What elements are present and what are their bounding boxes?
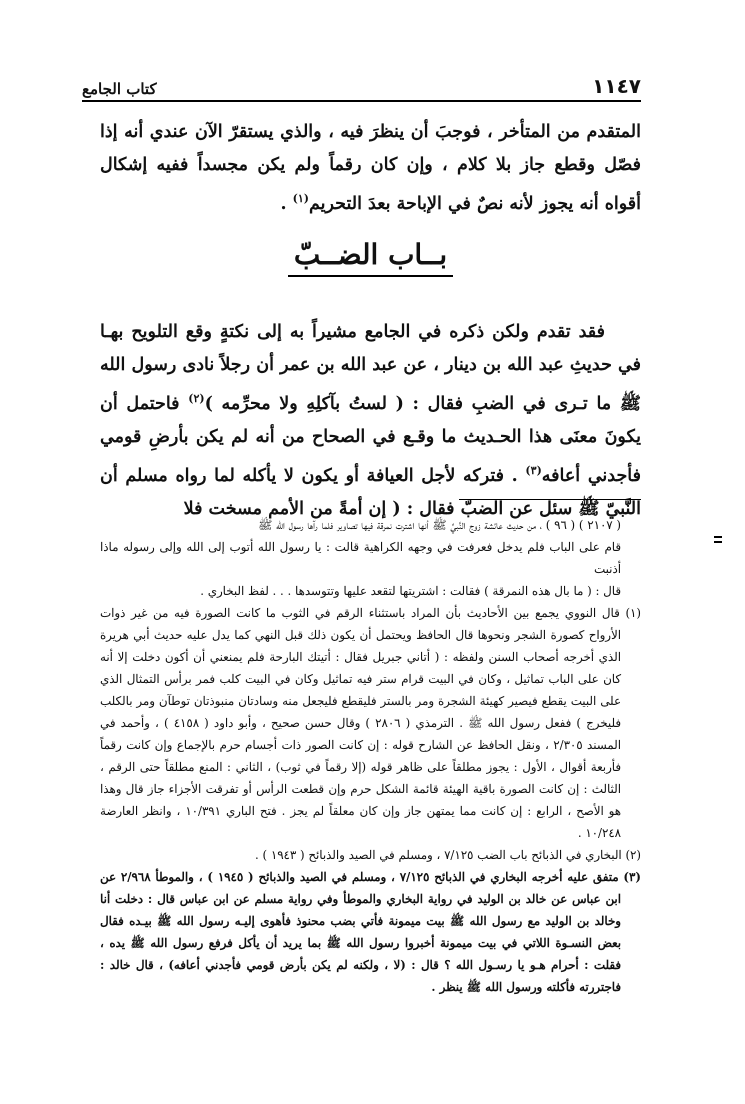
chapter-heading (100, 238, 641, 271)
paragraph-2-text-c: . فتركه لأجل العيافة أو يكون لا يأكله لما رواه مسلم أن النَّبيّ ﷺ سئل عن الضبّ فقال : ( إن أمةً من الأمم مسخت فلا (100, 465, 641, 519)
page-header (82, 72, 641, 98)
page-number: ١١٤٧ (592, 74, 641, 98)
footnote-3: (٣) متفق عليه أخرجه البخاري في الذبائح ٧/١٢٥ ، ومسلم في الصيد والذبائح ( ١٩٤٥ ) ، والموطأ ٢/٩٦٨ عن ابن عباس عن خالد بن الوليد في رواية البخاري والموطأ وفي رواية مسلم عن ابن عباس قال : دخلت أنا وخالد بن الوليد مع رسول الله ﷺ بيت ميمونة فأتي بضب محنوذ فأهوى إليـه رسول الله ﷺ بيـده فقال بعض النسـوة اللاتي في بيت ميمونة أخبروا رسول الله ﷺ بما يريد أن يأكل فرفع رسول الله ﷺ يده ، فقلت : أحرام هـو يا رسـول الله ؟ قال : (لا ، ولكنه لم يكن بأرض قومي فأجدني أعافه) ، قال خالد : فاجتررته فأكلته ورسول الله ﷺ ينظر . (100, 870, 641, 994)
chapter-title: بــاب الضــبّ (288, 238, 453, 277)
footnote-ref-2[interactable]: (٢) (188, 392, 205, 405)
footnote-1: (١) قال النووي يجمع بين الأحاديث بأن المراد باستثناء الرقم في الثوب ما كانت الصورة فيه من غير ذوات الأرواح كصورة الشجر ونحوها قال الحافظ ويحتمل أن يكون ذلك قبل النهي كما يدل عليه حديث أبي هريرة الذي أخرجه أصحاب السنن ولفظه : ( أتاني جبريل فقال : أتيتك البارحة فلم يمنعني أن أكون دخلت إلا أنه كان على الباب تماثيل ، وكان في البيت قرام ستر فيه تماثيل وكان في البيت كلب فمر برأس التمثال الذي على البيت يقطع فيصير كهيئة الشجرة ومر بالستر فليقطع فليجعل منه وسادتان منبوذتان توطآن ومر بالكلب فليخرج ) ففعل رسول الله ﷺ . الترمذي ( ٢٨٠٦ ) وقال حسن صحيح ، وأبو داود ( ٤١٥٨ ) ، وأحمد في المسند ٢/٣٠٥ ، ونقل الحافظ عن الشارح قوله : إن كانت الصور ذات أجسام حرم بالإجماع وإن كانت رقماً فأربعة أقوال ، الأول : يجوز مطلقاً على ظاهر قوله (إلا رقماً في ثوب) ، الثاني : المنع مطلقاً حتى الرقم ، الثالث : إن كانت الصورة باقية الهيئة قائمة الشكل حرم وإن قطعت الرأس أو تفرقت الأجزاء جاز قال وهذا هو الأصح ، الرابع : إن كانت مما يمتهن جاز وإن كان معلقاً لم يجز . فتح الباري ١٠/٣٩١ ، وانظر العارضة ١٠/٢٤٨ . (100, 606, 641, 840)
margin-mark-2 (714, 541, 722, 543)
main-paragraph-2 (100, 316, 641, 526)
header-rule (82, 100, 641, 102)
footnote-ref-3[interactable]: (٣) (525, 463, 542, 477)
footnote-separator (459, 499, 641, 500)
running-title: كتاب الجامع (82, 80, 157, 98)
paragraph-2-text-a: فقد تقدم ولكن ذكره في الجامع مشيراً به إلى نكتةٍ وقع التلويح بهـا في حديثِ عبد الله بن دينار ، عن عبد الله بن عمر أن رجلاً نادى رسول الله ﷺ ما تـرى في الضبِ فقال : ( لستُ بآكلِهِ ولا محرِّمه ) (100, 322, 641, 414)
footnote-continued-line-2: قام على الباب فلم يدخل فعرفت في وجهه الكراهية قالت : يا رسول الله أتوب إلى الله وإلى رسوله ماذا أذنبت (100, 540, 621, 576)
paragraph-2-text-b: فاحتمل أن يكونَ معنَى هذا الحـديث ما وقـع في الصحاح من أنه لم يكن بأرضِ قومي فأجدني أعافه (100, 393, 641, 486)
footnote-2: (٢) البخاري في الذبائح باب الضب ٧/١٢٥ ، ومسلم في الصيد والذبائح ( ١٩٤٣ ) . (255, 848, 641, 862)
footnote-continued-line-3: قال : ( ما بال هذه النمرقة ) فقالت : اشتريتها لتقعد عليها وتتوسدها . . . لفظ البخاري . (200, 584, 621, 598)
paragraph-1-end: . (280, 193, 293, 214)
footnote-continued-line-1: ( ٢١٠٧ ) ( ٩٦ ) ، من حديث عائشة زوج النَّبيِّ ﷺ أنها اشترت نمرقة فيها تصاوير فلما رآها رسول الله ﷺ (258, 518, 621, 532)
main-paragraph-1 (100, 116, 641, 221)
paragraph-1-text: المتقدم من المتأخر ، فوجبَ أن ينظرَ فيه ، والذي يستقرّ الآن عندي أنه إذا فصّل وقطع جاز بلا كلام ، وإن كان رقماً ولم يكن مجسداً ففيه إشكال أقواه أنه يجوز لأنه نصٌ في الإباحة بعدَ التحريم (100, 122, 641, 214)
footnotes (100, 514, 641, 998)
margin-mark (714, 536, 722, 538)
footnote-ref-1[interactable]: (١) (292, 192, 309, 205)
